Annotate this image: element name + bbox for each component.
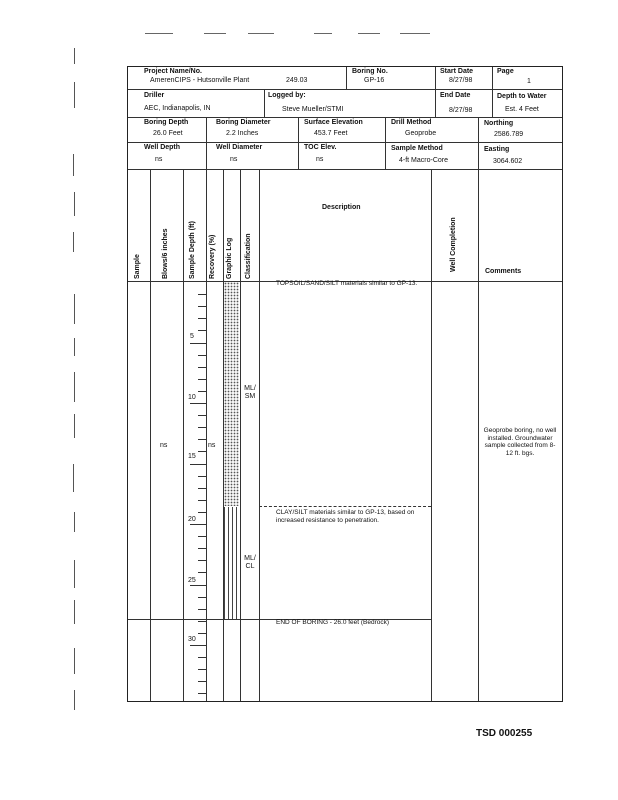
boring-depth-label: Boring Depth — [144, 119, 189, 126]
graphic-log-layer-clay-silt — [224, 507, 239, 619]
depth-tick-major — [190, 585, 206, 586]
layer-1-classification: ML/ SM — [244, 385, 256, 400]
end-date: 8/27/98 — [449, 107, 473, 114]
binder-mark — [74, 48, 75, 64]
depth-label-15: 15 — [188, 453, 196, 460]
depth-tick-minor — [198, 294, 206, 295]
depth-tick-minor — [198, 367, 206, 368]
layer-2-description: CLAY/SILT materials similar to GP-13, based on increased resistance to penetration. — [276, 509, 415, 524]
toc-elev: ns — [316, 156, 324, 163]
binder-mark — [74, 294, 75, 324]
well-completion-column-header: Well Completion — [450, 217, 457, 272]
depth-tick-minor — [198, 330, 206, 331]
depth-to-water-label: Depth to Water — [497, 93, 547, 100]
scan-mark — [314, 33, 332, 34]
depth-tick-minor — [198, 318, 206, 319]
start-date-label: Start Date — [440, 68, 474, 75]
divider — [150, 169, 151, 701]
divider — [264, 89, 265, 117]
surface-elevation: 453.7 Feet — [314, 130, 348, 137]
divider — [183, 169, 184, 701]
scan-mark — [204, 33, 226, 34]
divider — [128, 89, 435, 90]
sample-depth-column-header: Sample Depth (ft) — [189, 221, 196, 279]
page-number: 1 — [527, 78, 531, 85]
binder-mark — [74, 600, 75, 624]
layer-boundary — [259, 506, 431, 507]
binder-mark — [73, 232, 74, 252]
depth-tick-minor — [198, 657, 206, 658]
bates-number: TSD 000255 — [476, 728, 533, 739]
surface-elevation-label: Surface Elevation — [304, 119, 363, 126]
blows-column-header: Blows/6 inches — [162, 228, 169, 279]
binder-mark — [73, 154, 74, 176]
toc-elev-label: TOC Elev. — [304, 144, 337, 151]
boring-diameter: 2.2 Inches — [226, 130, 259, 137]
scan-mark — [400, 33, 430, 34]
depth-tick-minor — [198, 669, 206, 670]
depth-tick-minor — [198, 560, 206, 561]
easting-label: Easting — [484, 146, 510, 153]
divider — [431, 169, 432, 701]
divider — [478, 169, 479, 701]
divider — [128, 117, 562, 118]
depth-tick-minor — [198, 512, 206, 513]
depth-tick-major — [190, 524, 206, 525]
graphic-log-column-header: Graphic Log — [226, 237, 233, 279]
binder-mark — [74, 560, 75, 588]
recovery-column-header: Recovery (%) — [209, 234, 216, 279]
binder-mark — [74, 690, 75, 710]
divider — [385, 117, 386, 169]
depth-label-30: 30 — [188, 636, 196, 643]
start-date: 8/27/98 — [449, 77, 473, 84]
binder-mark — [74, 372, 75, 402]
depth-tick-minor — [198, 476, 206, 477]
classification-column-header: Classification — [245, 233, 252, 279]
depth-tick-minor — [198, 633, 206, 634]
depth-to-water: Est. 4 Feet — [505, 106, 539, 113]
binder-mark — [74, 512, 75, 532]
depth-tick-major — [190, 645, 206, 646]
scan-mark — [358, 33, 380, 34]
divider — [128, 169, 562, 170]
binder-mark — [74, 192, 75, 216]
depth-tick-minor — [198, 415, 206, 416]
scan-mark — [248, 33, 274, 34]
depth-label-20: 20 — [188, 516, 196, 523]
northing: 2586.789 — [494, 131, 524, 138]
depth-tick-minor — [198, 572, 206, 573]
well-diameter-label: Well Diameter — [216, 144, 263, 151]
depth-tick-minor — [198, 355, 206, 356]
depth-tick-minor — [198, 609, 206, 610]
project-name: AmerenCIPS - Hutsonville Plant — [150, 77, 250, 84]
depth-tick-minor — [198, 451, 206, 452]
boring-diameter-label: Boring Diameter — [216, 119, 271, 126]
boring-log-form — [127, 66, 563, 702]
depth-tick-minor — [198, 536, 206, 537]
northing-label: Northing — [484, 120, 514, 127]
end-date-label: End Date — [440, 92, 471, 99]
depth-tick-major — [190, 403, 206, 404]
divider — [128, 142, 562, 143]
depth-tick-minor — [198, 693, 206, 694]
depth-tick-minor — [198, 427, 206, 428]
divider — [478, 117, 479, 169]
comments-column-header: Comments — [485, 268, 522, 275]
divider — [298, 117, 299, 169]
divider — [206, 169, 207, 701]
layer-1-description: TOPSOIL/SAND/SILT materials similar to GP-13. — [276, 280, 418, 287]
layer-2-classification: ML/ CL — [244, 555, 256, 570]
depth-tick-minor — [198, 379, 206, 380]
driller-label: Driller — [144, 92, 165, 99]
boring-no-label: Boring No. — [352, 68, 388, 75]
well-depth-label: Well Depth — [144, 144, 181, 151]
recovery-value: ns — [208, 442, 216, 449]
depth-tick-minor — [198, 488, 206, 489]
divider — [240, 169, 241, 701]
end-of-boring-description: END OF BORING - 26.0 feet (Bedrock) — [276, 619, 390, 626]
binder-mark — [74, 648, 75, 674]
depth-tick-minor — [198, 500, 206, 501]
drill-method-label: Drill Method — [391, 119, 432, 126]
binder-mark — [73, 464, 74, 492]
divider — [206, 117, 207, 169]
driller: AEC, Indianapolis, IN — [144, 105, 211, 112]
sample-method-label: Sample Method — [391, 145, 443, 152]
depth-tick-minor — [198, 391, 206, 392]
well-diameter: ns — [230, 156, 238, 163]
binder-mark — [74, 82, 75, 108]
project-number: 249.03 — [286, 77, 308, 84]
depth-tick-minor — [198, 621, 206, 622]
depth-tick-minor — [198, 548, 206, 549]
easting: 3064.602 — [493, 158, 523, 165]
depth-label-10: 10 — [188, 394, 196, 401]
binder-mark — [74, 338, 75, 356]
well-depth: ns — [155, 156, 163, 163]
divider — [492, 67, 493, 117]
page-label: Page — [497, 68, 514, 75]
depth-tick-major — [190, 343, 206, 344]
logged-by: Steve Mueller/STMI — [282, 106, 344, 113]
depth-tick-minor — [198, 597, 206, 598]
boring-no: GP-16 — [364, 77, 385, 84]
description-column-header: Description — [322, 204, 361, 211]
depth-tick-major — [190, 464, 206, 465]
depth-tick-minor — [198, 306, 206, 307]
divider — [259, 169, 260, 701]
divider — [346, 67, 347, 89]
depth-tick-minor — [198, 439, 206, 440]
drill-method: Geoprobe — [405, 130, 437, 137]
logged-by-label: Logged by: — [268, 92, 306, 99]
binder-mark — [74, 414, 75, 438]
depth-label-25: 25 — [188, 577, 196, 584]
graphic-log-layer-silt-sand — [224, 282, 239, 506]
sample-column-header: Sample — [134, 254, 141, 279]
blows-value: ns — [160, 442, 168, 449]
sample-method: 4-ft Macro-Core — [399, 157, 449, 164]
divider — [435, 67, 436, 117]
depth-tick-minor — [198, 681, 206, 682]
depth-label-5: 5 — [190, 333, 194, 340]
comments-text: Geoprobe boring, no well installed. Groundwater sample collected from 8-12 ft. bgs. — [483, 427, 557, 457]
scan-mark — [145, 33, 173, 34]
project-label: Project Name/No. — [144, 68, 202, 75]
divider — [435, 89, 562, 90]
boring-depth: 26.0 Feet — [153, 130, 183, 137]
